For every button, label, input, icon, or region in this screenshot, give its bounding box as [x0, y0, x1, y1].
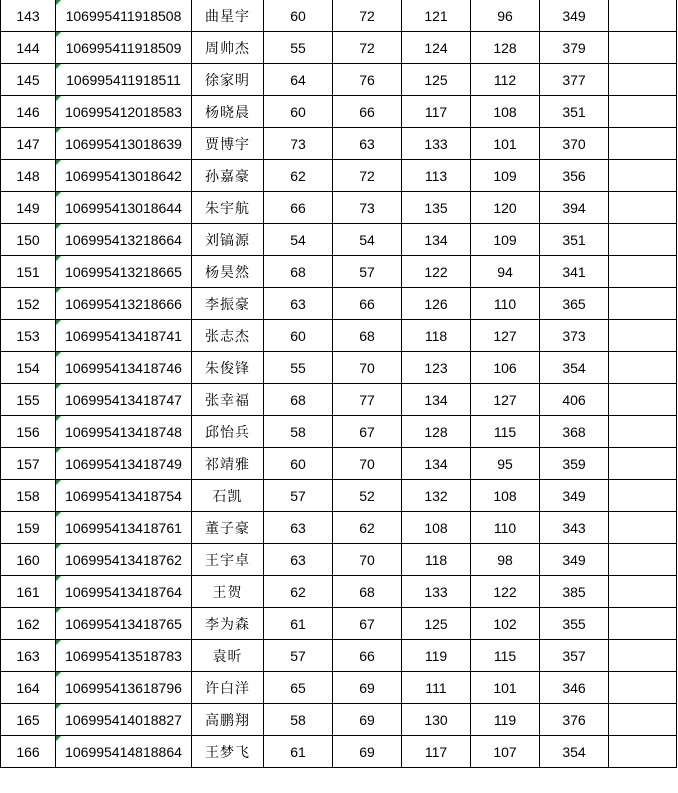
score-4-cell[interactable]: 107 [471, 736, 540, 768]
exam-id-cell[interactable]: 106995413418765 [56, 608, 192, 640]
score-4-cell[interactable]: 101 [471, 672, 540, 704]
score-1-cell[interactable]: 57 [264, 640, 333, 672]
student-name-cell[interactable]: 孙嘉豪 [192, 160, 264, 192]
note-cell[interactable] [609, 608, 677, 640]
row-number-cell[interactable]: 149 [1, 192, 56, 224]
table-row [1, 608, 677, 640]
note-cell[interactable] [609, 512, 677, 544]
note-cell[interactable] [609, 128, 677, 160]
student-name-cell[interactable]: 杨晓晨 [192, 96, 264, 128]
total-score-cell[interactable]: 354 [540, 736, 609, 768]
total-score-cell[interactable]: 394 [540, 192, 609, 224]
score-3-cell[interactable]: 128 [402, 416, 471, 448]
score-2-cell[interactable]: 67 [333, 608, 402, 640]
score-3-cell[interactable]: 134 [402, 384, 471, 416]
score-3-cell[interactable]: 122 [402, 256, 471, 288]
exam-id-cell[interactable]: 106995413218664 [56, 224, 192, 256]
student-name-cell[interactable]: 高鹏翔 [192, 704, 264, 736]
score-4-cell[interactable]: 101 [471, 128, 540, 160]
total-score-cell[interactable]: 351 [540, 224, 609, 256]
student-name-cell[interactable]: 祁靖雅 [192, 448, 264, 480]
note-cell[interactable] [609, 192, 677, 224]
score-1-cell[interactable]: 68 [264, 256, 333, 288]
exam-id-cell[interactable]: 106995413418762 [56, 544, 192, 576]
score-2-cell[interactable]: 57 [333, 256, 402, 288]
score-2-cell[interactable]: 67 [333, 416, 402, 448]
score-3-cell[interactable]: 113 [402, 160, 471, 192]
exam-id-cell[interactable]: 106995413518783 [56, 640, 192, 672]
table-row [1, 224, 677, 256]
total-score-cell[interactable]: 373 [540, 320, 609, 352]
student-name-cell[interactable]: 李为森 [192, 608, 264, 640]
score-3-cell[interactable]: 118 [402, 544, 471, 576]
score-2-cell[interactable]: 63 [333, 128, 402, 160]
table-row [1, 512, 677, 544]
score-1-cell[interactable]: 64 [264, 64, 333, 96]
table-body [1, 0, 677, 768]
score-4-cell[interactable]: 128 [471, 32, 540, 64]
score-3-cell[interactable]: 134 [402, 224, 471, 256]
row-number-cell[interactable]: 164 [1, 672, 56, 704]
score-4-cell[interactable]: 115 [471, 416, 540, 448]
student-name-cell[interactable]: 刘镐源 [192, 224, 264, 256]
row-number-cell[interactable]: 152 [1, 288, 56, 320]
table-row [1, 576, 677, 608]
score-2-cell[interactable]: 76 [333, 64, 402, 96]
student-name-cell[interactable]: 邱怡兵 [192, 416, 264, 448]
row-number-cell[interactable]: 154 [1, 352, 56, 384]
score-2-cell[interactable]: 72 [333, 160, 402, 192]
row-number-cell[interactable]: 156 [1, 416, 56, 448]
note-cell[interactable] [609, 288, 677, 320]
exam-id-cell[interactable]: 106995412018583 [56, 96, 192, 128]
score-3-cell[interactable]: 135 [402, 192, 471, 224]
score-2-cell[interactable]: 62 [333, 512, 402, 544]
score-4-cell[interactable]: 120 [471, 192, 540, 224]
score-1-cell[interactable]: 60 [264, 320, 333, 352]
total-score-cell[interactable]: 359 [540, 448, 609, 480]
score-2-cell[interactable]: 72 [333, 0, 402, 32]
total-score-cell[interactable]: 343 [540, 512, 609, 544]
row-number-cell[interactable]: 143 [1, 0, 56, 32]
total-score-cell[interactable]: 370 [540, 128, 609, 160]
total-score-cell[interactable]: 356 [540, 160, 609, 192]
note-cell[interactable] [609, 352, 677, 384]
row-number-cell[interactable]: 165 [1, 704, 56, 736]
exam-id-cell[interactable]: 106995413418749 [56, 448, 192, 480]
row-number-cell[interactable]: 146 [1, 96, 56, 128]
student-name-cell[interactable]: 朱俊锋 [192, 352, 264, 384]
total-score-cell[interactable]: 379 [540, 32, 609, 64]
exam-id-cell[interactable]: 106995413418746 [56, 352, 192, 384]
note-cell[interactable] [609, 96, 677, 128]
score-1-cell[interactable]: 66 [264, 192, 333, 224]
score-3-cell[interactable]: 133 [402, 576, 471, 608]
score-4-cell[interactable]: 127 [471, 384, 540, 416]
score-3-cell[interactable]: 119 [402, 640, 471, 672]
table-row [1, 352, 677, 384]
exam-id-cell[interactable]: 106995413418764 [56, 576, 192, 608]
table-row [1, 64, 677, 96]
total-score-cell[interactable]: 355 [540, 608, 609, 640]
student-name-cell[interactable]: 杨昊然 [192, 256, 264, 288]
score-1-cell[interactable]: 65 [264, 672, 333, 704]
row-number-cell[interactable]: 162 [1, 608, 56, 640]
score-2-cell[interactable]: 68 [333, 576, 402, 608]
score-2-cell[interactable]: 66 [333, 96, 402, 128]
exam-id-cell[interactable]: 106995413418741 [56, 320, 192, 352]
student-name-cell[interactable]: 张幸福 [192, 384, 264, 416]
row-number-cell[interactable]: 150 [1, 224, 56, 256]
score-4-cell[interactable]: 110 [471, 288, 540, 320]
note-cell[interactable] [609, 480, 677, 512]
table-row [1, 32, 677, 64]
student-name-cell[interactable]: 曲星宇 [192, 0, 264, 32]
student-name-cell[interactable]: 贾博宇 [192, 128, 264, 160]
table-row [1, 544, 677, 576]
exam-id-cell[interactable]: 106995413018642 [56, 160, 192, 192]
score-2-cell[interactable]: 73 [333, 192, 402, 224]
note-cell[interactable] [609, 448, 677, 480]
total-score-cell[interactable]: 351 [540, 96, 609, 128]
table-row [1, 128, 677, 160]
score-1-cell[interactable]: 61 [264, 736, 333, 768]
note-cell[interactable] [609, 160, 677, 192]
exam-id-cell[interactable]: 106995413418754 [56, 480, 192, 512]
score-4-cell[interactable]: 106 [471, 352, 540, 384]
row-number-cell[interactable]: 144 [1, 32, 56, 64]
score-2-cell[interactable]: 52 [333, 480, 402, 512]
score-2-cell[interactable]: 69 [333, 672, 402, 704]
score-1-cell[interactable]: 61 [264, 608, 333, 640]
score-4-cell[interactable]: 115 [471, 640, 540, 672]
student-name-cell[interactable]: 许白洋 [192, 672, 264, 704]
score-1-cell[interactable]: 55 [264, 32, 333, 64]
score-3-cell[interactable]: 125 [402, 608, 471, 640]
table-row [1, 320, 677, 352]
score-4-cell[interactable]: 108 [471, 480, 540, 512]
row-number-cell[interactable]: 160 [1, 544, 56, 576]
total-score-cell[interactable]: 354 [540, 352, 609, 384]
exam-id-cell[interactable]: 106995413018644 [56, 192, 192, 224]
score-3-cell[interactable]: 125 [402, 64, 471, 96]
score-1-cell[interactable]: 58 [264, 704, 333, 736]
total-score-cell[interactable]: 357 [540, 640, 609, 672]
score-2-cell[interactable]: 69 [333, 704, 402, 736]
exam-id-cell[interactable]: 106995413418748 [56, 416, 192, 448]
score-1-cell[interactable]: 58 [264, 416, 333, 448]
score-3-cell[interactable]: 126 [402, 288, 471, 320]
row-number-cell[interactable]: 155 [1, 384, 56, 416]
score-2-cell[interactable]: 69 [333, 736, 402, 768]
score-1-cell[interactable]: 63 [264, 544, 333, 576]
exam-id-cell[interactable]: 106995413218666 [56, 288, 192, 320]
table-row [1, 416, 677, 448]
score-1-cell[interactable]: 60 [264, 96, 333, 128]
total-score-cell[interactable]: 341 [540, 256, 609, 288]
score-2-cell[interactable]: 66 [333, 640, 402, 672]
exam-id-cell[interactable]: 106995411918511 [56, 64, 192, 96]
exam-id-cell[interactable]: 106995413618796 [56, 672, 192, 704]
student-name-cell[interactable]: 朱宇航 [192, 192, 264, 224]
score-3-cell[interactable]: 134 [402, 448, 471, 480]
score-3-cell[interactable]: 124 [402, 32, 471, 64]
score-4-cell[interactable]: 102 [471, 608, 540, 640]
score-4-cell[interactable]: 119 [471, 704, 540, 736]
score-4-cell[interactable]: 94 [471, 256, 540, 288]
score-2-cell[interactable]: 77 [333, 384, 402, 416]
score-1-cell[interactable]: 68 [264, 384, 333, 416]
row-number-cell[interactable]: 166 [1, 736, 56, 768]
row-number-cell[interactable]: 161 [1, 576, 56, 608]
score-1-cell[interactable]: 60 [264, 448, 333, 480]
student-name-cell[interactable]: 王梦飞 [192, 736, 264, 768]
table-row [1, 640, 677, 672]
score-4-cell[interactable]: 96 [471, 0, 540, 32]
row-number-cell[interactable]: 147 [1, 128, 56, 160]
table-row [1, 480, 677, 512]
score-4-cell[interactable]: 95 [471, 448, 540, 480]
score-1-cell[interactable]: 63 [264, 512, 333, 544]
student-name-cell[interactable]: 王宇卓 [192, 544, 264, 576]
score-3-cell[interactable]: 117 [402, 96, 471, 128]
table-row [1, 384, 677, 416]
score-1-cell[interactable]: 57 [264, 480, 333, 512]
note-cell[interactable] [609, 544, 677, 576]
row-number-cell[interactable]: 148 [1, 160, 56, 192]
row-number-cell[interactable]: 153 [1, 320, 56, 352]
note-cell[interactable] [609, 704, 677, 736]
total-score-cell[interactable]: 376 [540, 704, 609, 736]
exam-id-cell[interactable]: 106995413418747 [56, 384, 192, 416]
student-name-cell[interactable]: 周帅杰 [192, 32, 264, 64]
score-2-cell[interactable]: 70 [333, 448, 402, 480]
score-4-cell[interactable]: 98 [471, 544, 540, 576]
score-3-cell[interactable]: 132 [402, 480, 471, 512]
exam-id-cell[interactable]: 106995414818864 [56, 736, 192, 768]
note-cell[interactable] [609, 32, 677, 64]
score-4-cell[interactable]: 109 [471, 160, 540, 192]
exam-id-cell[interactable]: 106995413018639 [56, 128, 192, 160]
student-name-cell[interactable]: 徐家明 [192, 64, 264, 96]
row-number-cell[interactable]: 157 [1, 448, 56, 480]
note-cell[interactable] [609, 384, 677, 416]
student-name-cell[interactable]: 张志杰 [192, 320, 264, 352]
total-score-cell[interactable]: 346 [540, 672, 609, 704]
score-3-cell[interactable]: 118 [402, 320, 471, 352]
score-4-cell[interactable]: 108 [471, 96, 540, 128]
table-row [1, 288, 677, 320]
table-row [1, 448, 677, 480]
total-score-cell[interactable]: 406 [540, 384, 609, 416]
row-number-cell[interactable]: 151 [1, 256, 56, 288]
score-1-cell[interactable]: 54 [264, 224, 333, 256]
note-cell[interactable] [609, 576, 677, 608]
score-4-cell[interactable]: 112 [471, 64, 540, 96]
score-2-cell[interactable]: 66 [333, 288, 402, 320]
score-1-cell[interactable]: 62 [264, 160, 333, 192]
total-score-cell[interactable]: 377 [540, 64, 609, 96]
score-3-cell[interactable]: 108 [402, 512, 471, 544]
note-cell[interactable] [609, 416, 677, 448]
table-row [1, 736, 677, 768]
score-3-cell[interactable]: 117 [402, 736, 471, 768]
note-cell[interactable] [609, 320, 677, 352]
total-score-cell[interactable]: 385 [540, 576, 609, 608]
note-cell[interactable] [609, 64, 677, 96]
note-cell[interactable] [609, 736, 677, 768]
student-name-cell[interactable]: 袁昕 [192, 640, 264, 672]
score-4-cell[interactable]: 122 [471, 576, 540, 608]
student-name-cell[interactable]: 石凯 [192, 480, 264, 512]
table-row [1, 96, 677, 128]
total-score-cell[interactable]: 365 [540, 288, 609, 320]
note-cell[interactable] [609, 640, 677, 672]
total-score-cell[interactable]: 368 [540, 416, 609, 448]
table-row [1, 160, 677, 192]
row-number-cell[interactable]: 158 [1, 480, 56, 512]
note-cell[interactable] [609, 0, 677, 32]
table-row [1, 704, 677, 736]
score-3-cell[interactable]: 123 [402, 352, 471, 384]
score-3-cell[interactable]: 130 [402, 704, 471, 736]
note-cell[interactable] [609, 224, 677, 256]
note-cell[interactable] [609, 672, 677, 704]
score-1-cell[interactable]: 60 [264, 0, 333, 32]
score-1-cell[interactable]: 63 [264, 288, 333, 320]
table-row [1, 672, 677, 704]
exam-id-cell[interactable]: 106995413418761 [56, 512, 192, 544]
score-3-cell[interactable]: 133 [402, 128, 471, 160]
score-1-cell[interactable]: 55 [264, 352, 333, 384]
student-name-cell[interactable]: 董子豪 [192, 512, 264, 544]
score-2-cell[interactable]: 54 [333, 224, 402, 256]
score-2-cell[interactable]: 72 [333, 32, 402, 64]
row-number-cell[interactable]: 159 [1, 512, 56, 544]
exam-id-cell[interactable]: 106995411918509 [56, 32, 192, 64]
table-row [1, 192, 677, 224]
student-name-cell[interactable]: 王贺 [192, 576, 264, 608]
table-row [1, 0, 677, 32]
row-number-cell[interactable]: 145 [1, 64, 56, 96]
score-1-cell[interactable]: 62 [264, 576, 333, 608]
row-number-cell[interactable]: 163 [1, 640, 56, 672]
student-name-cell[interactable]: 李振豪 [192, 288, 264, 320]
score-1-cell[interactable]: 73 [264, 128, 333, 160]
score-3-cell[interactable]: 121 [402, 0, 471, 32]
score-3-cell[interactable]: 111 [402, 672, 471, 704]
exam-id-cell[interactable]: 106995411918508 [56, 0, 192, 32]
table-row [1, 256, 677, 288]
score-2-cell[interactable]: 70 [333, 352, 402, 384]
exam-id-cell[interactable]: 106995413218665 [56, 256, 192, 288]
score-2-cell[interactable]: 70 [333, 544, 402, 576]
score-4-cell[interactable]: 109 [471, 224, 540, 256]
note-cell[interactable] [609, 256, 677, 288]
score-4-cell[interactable]: 110 [471, 512, 540, 544]
score-4-cell[interactable]: 127 [471, 320, 540, 352]
exam-id-cell[interactable]: 106995414018827 [56, 704, 192, 736]
total-score-cell[interactable]: 349 [540, 544, 609, 576]
total-score-cell[interactable]: 349 [540, 0, 609, 32]
total-score-cell[interactable]: 349 [540, 480, 609, 512]
score-2-cell[interactable]: 68 [333, 320, 402, 352]
